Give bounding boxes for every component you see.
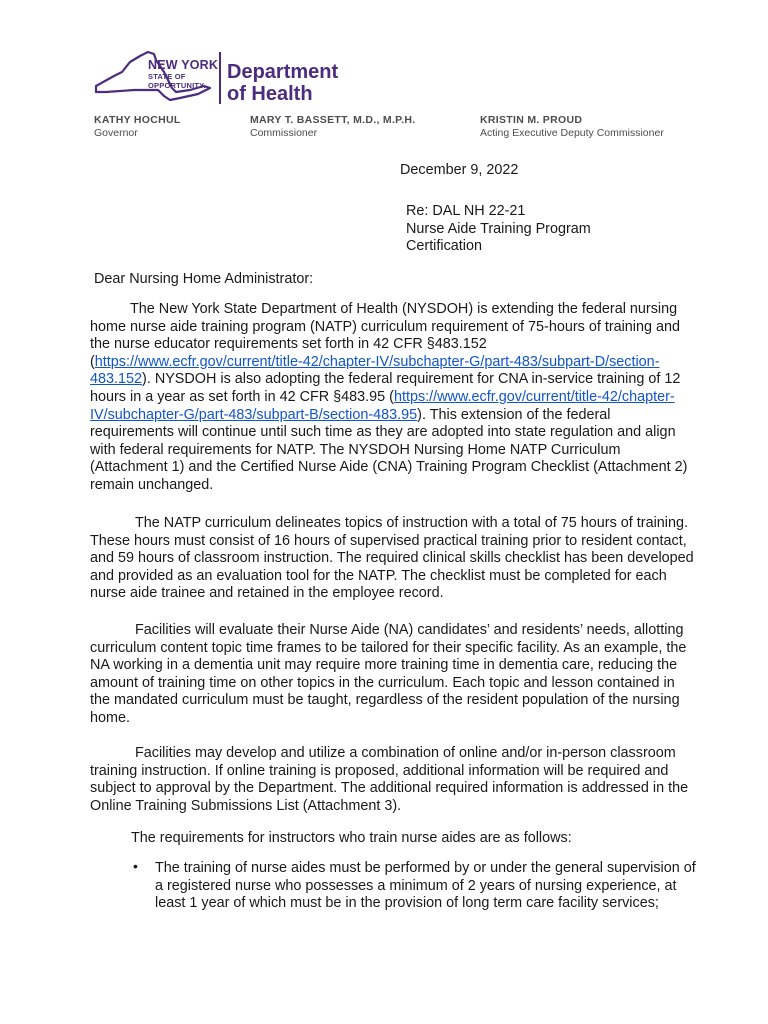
text-line: Facilities will evaluate their Nurse Aide (NA) candidates’ and residents’ needs, allotting bbox=[135, 622, 684, 638]
re-line: Certification bbox=[406, 238, 482, 255]
ecfr-link-483-152-cont[interactable]: 483.152 bbox=[90, 371, 143, 388]
re-line: Re: DAL NH 22-21 bbox=[406, 203, 526, 219]
commissioner-title: Commissioner bbox=[250, 127, 318, 139]
text-line bbox=[90, 354, 680, 372]
ny-brand-line3: OPPORTUNITY. bbox=[148, 81, 206, 90]
paragraph-4 bbox=[90, 745, 689, 815]
ny-brand-line2: STATE OF bbox=[148, 72, 186, 81]
text-line bbox=[90, 389, 680, 407]
letter-date: December 9, 2022 bbox=[400, 162, 519, 178]
text-fragment: ( bbox=[90, 353, 95, 370]
deputy-commissioner-name: KRISTIN M. PROUD bbox=[480, 114, 583, 126]
deputy-commissioner-title: Acting Executive Deputy Commissioner bbox=[480, 127, 664, 139]
text-line: curriculum content topic time frames to be tailored for their specific facility. As an example, the bbox=[90, 639, 687, 656]
text-line: with federal requirements for NATP. The NYSDOH Nursing Home NATP Curriculum bbox=[90, 441, 621, 458]
ecfr-link-483-95-cont[interactable]: IV/subchapter-G/part-483/subpart-B/section-483.95 bbox=[90, 406, 418, 423]
text-fragment: ). NYSDOH is also adopting the federal requirement for CNA in-service training of 12 bbox=[142, 371, 681, 388]
text-line: (Attachment 1) and the Certified Nurse Aide (CNA) Training Program Checklist (Attachment 2) bbox=[90, 459, 688, 476]
salutation: Dear Nursing Home Administrator: bbox=[94, 271, 314, 287]
text-line: least 1 year of which must be in the provision of long term care facility services; bbox=[155, 895, 659, 912]
ecfr-link-483-152[interactable]: https://www.ecfr.gov/current/title-42/chapter-IV/subchapter-G/part-483/subpart-D/section- bbox=[94, 353, 660, 370]
governor-title: Governor bbox=[94, 127, 138, 139]
text-line: subject to approval by the Department. The additional required information is addressed in the bbox=[90, 780, 689, 797]
requirements-intro: The requirements for instructors who train nurse aides are as follows: bbox=[131, 830, 572, 846]
text-fragment: hours in a year as set forth in 42 CFR §483.95 ( bbox=[90, 388, 394, 405]
text-line: nurse aide trainee and retained in the employee record. bbox=[90, 585, 444, 602]
text-line bbox=[90, 371, 680, 389]
re-block bbox=[406, 203, 591, 256]
text-line: Online Training Submissions List (Attachment 3). bbox=[90, 797, 402, 814]
text-fragment: ). This extension of the federal bbox=[417, 406, 611, 423]
text-line: home. bbox=[90, 709, 130, 726]
text-line: the mandated curriculum must be taught, regardless of the resident population of the nursing bbox=[90, 692, 680, 709]
ecfr-link-483-95[interactable]: https://www.ecfr.gov/current/title-42/chapter- bbox=[393, 388, 675, 405]
text-line: The training of nurse aides must be performed by or under the general supervision of bbox=[155, 860, 696, 876]
paragraph-3 bbox=[90, 622, 687, 728]
text-line: training instruction. If online training is proposed, additional information will be required and bbox=[90, 762, 669, 779]
paragraph-2 bbox=[90, 515, 694, 603]
brand-divider bbox=[219, 52, 221, 104]
governor-name: KATHY HOCHUL bbox=[94, 114, 181, 126]
bullet-marker: • bbox=[133, 858, 138, 874]
bullet-item-1 bbox=[155, 860, 695, 913]
commissioner-name: MARY T. BASSETT, M.D., M.P.H. bbox=[250, 114, 416, 126]
text-line: Facilities may develop and utilize a combination of online and/or in-person classroom bbox=[135, 745, 676, 761]
text-line: and 59 hours of classroom instruction. The required clinical skills checklist has been developed bbox=[90, 550, 694, 567]
text-line: home nurse aide training program (NATP) curriculum requirement of 75-hours of training and bbox=[90, 318, 681, 335]
text-line: the nurse educator requirements set forth in 42 CFR §483.152 bbox=[90, 336, 487, 353]
department-title-line2: of Health bbox=[227, 83, 313, 105]
text-line: The NATP curriculum delineates topics of instruction with a total of 75 hours of training. bbox=[135, 515, 688, 531]
text-line: remain unchanged. bbox=[90, 476, 214, 493]
ny-brand-line1: NEW YORK bbox=[148, 58, 219, 72]
text-line: These hours must consist of 16 hours of supervised practical training prior to resident contact, bbox=[90, 532, 687, 549]
text-line: requirements will continue until such time as they are adopted into state regulation and align bbox=[90, 424, 676, 441]
text-line: NA working in a dementia unit may require more training time in dementia care, reducing the bbox=[90, 657, 678, 674]
text-line: The New York State Department of Health (NYSDOH) is extending the federal nursing bbox=[130, 301, 678, 317]
department-title-line1: Department bbox=[227, 61, 339, 83]
text-line: and provided as an evaluation tool for the NATP. The checklist must be completed for each bbox=[90, 567, 667, 584]
re-line: Nurse Aide Training Program bbox=[406, 220, 591, 237]
text-line bbox=[90, 407, 680, 425]
text-line: amount of training time on other topics in the curriculum. Each topic and lesson contained in bbox=[90, 674, 675, 691]
text-line: a registered nurse who possesses a minimum of 2 years of nursing experience, at bbox=[155, 877, 677, 894]
paragraph-1 bbox=[90, 301, 688, 495]
